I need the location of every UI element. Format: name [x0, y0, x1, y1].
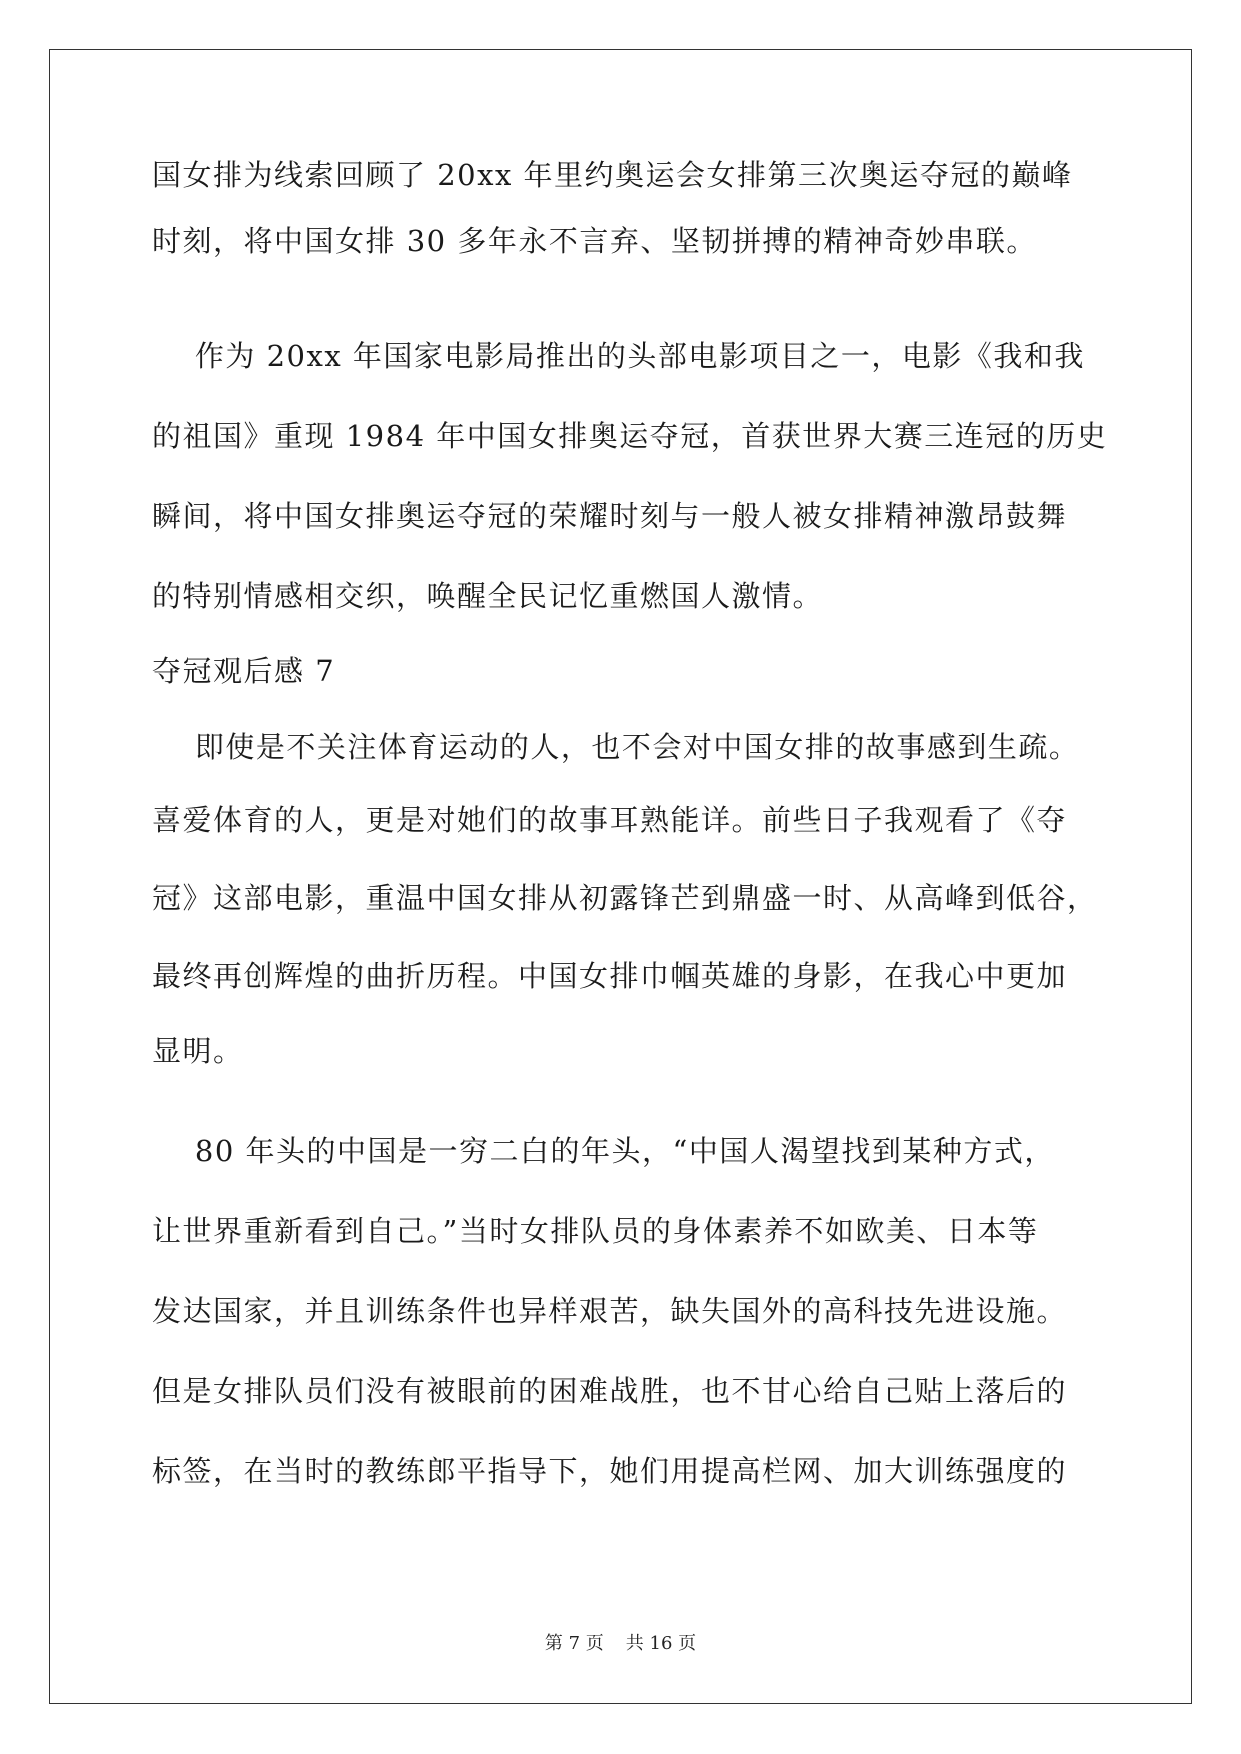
text-line: 即使是不关注体育运动的人，也不会对中国女排的故事感到生疏。	[152, 730, 1080, 764]
text-line: 瞬间，将中国女排奥运夺冠的荣耀时刻与一般人被女排精神激昂鼓舞	[152, 499, 1068, 533]
text-line: 但是女排队员们没有被眼前的困难战胜，也不甘心给自己贴上落后的	[152, 1374, 1068, 1408]
text-line: 作为 20xx 年国家电影局推出的头部电影项目之一，电影《我和我	[152, 339, 1085, 373]
text-line: 时刻，将中国女排 30 多年永不言弃、坚韧拼搏的精神奇妙串联。	[152, 224, 1037, 258]
page-footer	[0, 1632, 1241, 1656]
text-line: 的特别情感相交织，唤醒全民记忆重燃国人激情。	[152, 579, 824, 613]
text-line: 最终再创辉煌的曲折历程。中国女排巾帼英雄的身影，在我心中更加	[152, 959, 1068, 993]
text-line: 发达国家，并且训练条件也异样艰苦，缺失国外的高科技先进设施。	[152, 1294, 1068, 1328]
text-line: 显明。	[152, 1034, 244, 1068]
section-heading: 夺冠观后感 7	[152, 654, 336, 688]
text-line: 国女排为线索回顾了 20xx 年里约奥运会女排第三次奥运夺冠的巅峰	[152, 158, 1073, 192]
text-line: 喜爱体育的人，更是对她们的故事耳熟能详。前些日子我观看了《夺	[152, 803, 1068, 837]
text-line: 让世界重新看到自己。”当时女排队员的身体素养不如欧美、日本等	[152, 1214, 1039, 1248]
text-line: 冠》这部电影，重温中国女排从初露锋芒到鼎盛一时、从高峰到低谷，	[152, 881, 1098, 915]
text-line: 标签，在当时的教练郎平指导下，她们用提高栏网、加大训练强度的	[152, 1454, 1068, 1488]
text-line: 80 年头的中国是一穷二白的年头，“中国人渴望找到某种方式，	[152, 1134, 1055, 1168]
text-line: 的祖国》重现 1984 年中国女排奥运夺冠，首获世界大赛三连冠的历史	[152, 419, 1108, 453]
page-total: 共 16 页	[625, 1633, 697, 1654]
page-number: 第 7 页	[544, 1633, 604, 1654]
